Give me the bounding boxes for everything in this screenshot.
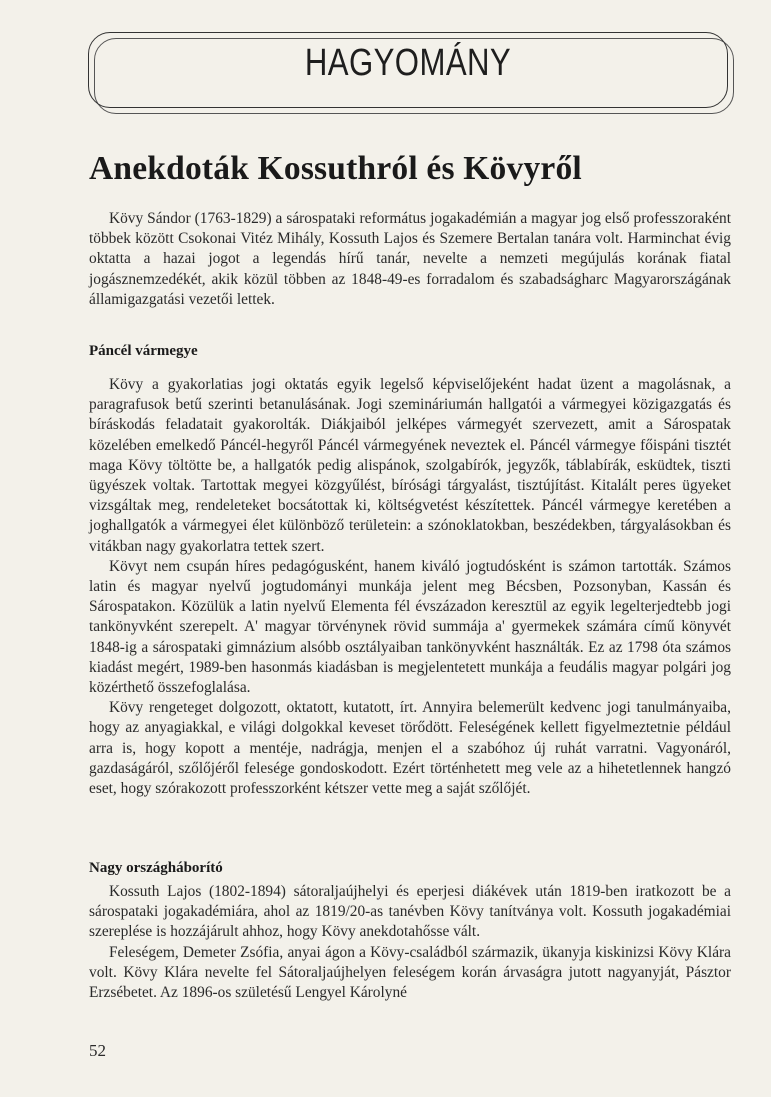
body-paragraph: Feleségem, Demeter Zsófia, anyai ágon a Kövy-családból származik, ükanyja kiskinizsi Kövy Klára volt. Kövy Klára nevelte fel Sátoraljaújhelyen feleségem korán árvaságra jutott nagyanyját, Pásztor Erzsébetet. Az 1896-os születésű Lengyel Károlyné [89,943,731,1002]
section-banner-title: HAGYOMÁNY [304,42,512,84]
body-paragraph: Kövyt nem csupán híres pedagógusként, hanem kiváló jogtudósként is számon tartották. Számos latin és magyar nyelvű jogtudományi munkája jelent meg Bécsben, Pozsonyban, Kassán és Sárospatakon. Közülük a latin nyelvű Elementa fél évszázadon keresztül az egyik legelterjedtebb jogi tankönyvként szerepelt. A' magyar törvénynek rövid summája a' gyermekek számára című könyvét 1848-ig a sárospataki gimnázium alsóbb osztályaiban tankönyvként használták. Ez az 1798 óta számos kiadást megért, 1989-ben hasonmás kiadásban is megjelentetett munkája a feudális magyar polgári jog közérthető összefoglalása. [89,557,731,697]
section-heading: Nagy országháborító [89,860,223,876]
intro-paragraph: Kövy Sándor (1763-1829) a sárospataki református jogakadémián a magyar jog első professzoraként többek között Csokonai Vitéz Mihály, Kossuth Lajos és Szemere Bertalan tanára volt. Harminchat évig oktatta a hazai jogot a legendás hírű tanár, nevelte a nemzeti megújulás korának fiatal jogásznemzedékét, akik közül többen az 1848-49-es forradalom és szabadságharc Magyarországának államigazgatási vezetői lettek. [89,210,731,308]
section-heading: Páncél vármegye [89,343,198,359]
body-paragraph: Kövy a gyakorlatias jogi oktatás egyik legelső képviselőjeként hadat üzent a magolásnak, a paragrafusok betű szerinti betanulásának. Jogi szemináriumán hallgatói a vármegyei közigazgatás és bíráskodás feladatait gyakorolták. Diákjaiból jelképes vármegyét szervezett, amit a Sárospatak közelében emelkedő Páncél-hegyről Páncél vármegyének neveztek el. Páncél vármegye főispáni tisztét maga Kövy töltötte be, a hallgatók pedig alispánok, szolgabírók, jegyzők, táblabírák, esküdtek, tiszti ügyészek voltak. Tartottak megyei közgyűlést, bírósági tárgyalást, tisztújítást. Kitalált peres ügyeket vizsgáltak meg, rendeleteket bocsátottak ki, költségvetést készítettek. Páncél vármegye keretében a joghallgatók a vármegyei élet különböző területein: a szónoklatokban, beszédekben, tárgyalásokban és vitákban nagy gyakorlatra tettek szert. [89,376,731,555]
section-2 [89,860,731,877]
article-title: Anekdoták Kossuthról és Kövyről [89,150,582,187]
section-2-text [89,882,731,1003]
page-number: 52 [89,1041,106,1060]
section-1 [89,343,731,360]
body-paragraph: Kossuth Lajos (1802-1894) sátoraljaújhelyi és eperjesi diákévek után 1819-ben iratkozott be a sárospataki jogakadémiára, ahol az 1819/20-as tanévben Kövy tanítványa volt. Kossuth jogakadémiai szereplése is hozzájárult ahhoz, hogy Kövy anekdotahősse vált. [89,883,731,941]
body-paragraph: Kövy rengeteget dolgozott, oktatott, kutatott, írt. Annyira belemerült kedvenc jogi tanulmányaiba, hogy az anyagiakkal, e világi dolgokkal keveset törődött. Feleségének kellett figyelmeztetnie például arra is, hogy kopott a mentéje, nadrágja, menjen el a szabóhoz új ruhát varratni. Vagyonáról, gazdaságáról, szőlőjéről felesége gondoskodott. Ezért történhetett meg vele az a hihetetlennek hangzó eset, hogy szórakozott professzorként kétszer vette meg a saját szőlőjét. [89,699,731,798]
intro-block [89,209,731,310]
section-1-text [89,375,731,799]
